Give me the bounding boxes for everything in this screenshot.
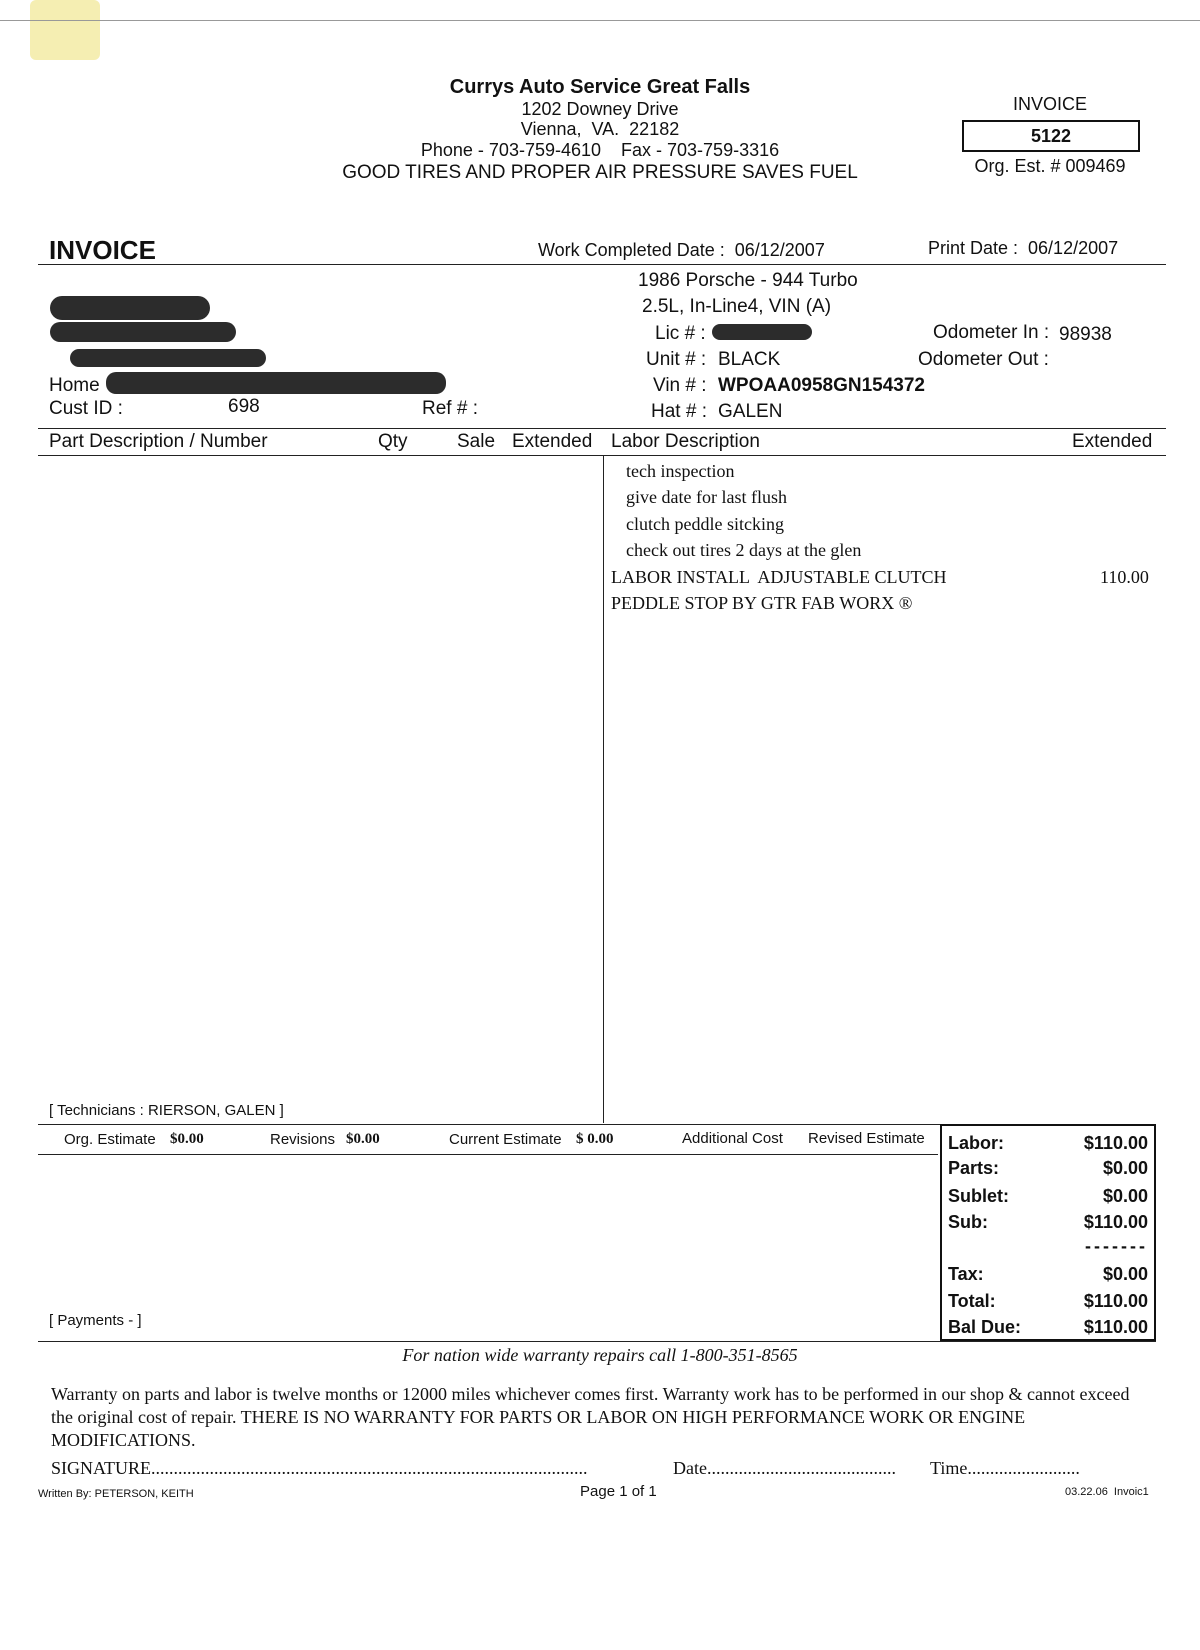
- column-header-bottom-rule: [38, 455, 1166, 456]
- ref-number-label: Ref # :: [422, 398, 478, 419]
- shop-name: Currys Auto Service Great Falls: [449, 76, 751, 98]
- totals-bal-due-value: $110.00: [1083, 1317, 1148, 1337]
- totals-bal-due: [948, 1317, 1148, 1338]
- labor-note: give date for last flush: [626, 487, 787, 507]
- vehicle-model: 1986 Porsche - 944 Turbo: [638, 270, 858, 291]
- shop-phone-fax: Phone - 703-759-4610 Fax - 703-759-3316: [420, 140, 780, 160]
- signature-line: SIGNATURE.................................................................................................: [51, 1458, 588, 1478]
- shop-slogan: GOOD TIRES AND PROPER AIR PRESSURE SAVES FUEL: [342, 162, 858, 183]
- invoice-number: 5122: [1030, 126, 1072, 146]
- col-sale: Sale: [457, 431, 496, 452]
- labor-note: tech inspection: [626, 461, 735, 481]
- current-estimate-value: $ 0.00: [576, 1131, 614, 1147]
- page-title: INVOICE: [49, 235, 156, 265]
- col-extended: Extended: [512, 431, 593, 452]
- org-est-number: Org. Est. # 009469: [974, 156, 1126, 176]
- labor-note: clutch peddle sitcking: [626, 514, 784, 534]
- totals-parts-value: $0.00: [1102, 1158, 1148, 1178]
- totals-sublet-label: Sublet:: [948, 1186, 1009, 1206]
- totals-tax: [948, 1264, 1148, 1285]
- redacted-customer-city: [70, 349, 266, 367]
- col-qty: Qty: [378, 431, 408, 452]
- labor-note: check out tires 2 days at the glen: [626, 540, 862, 560]
- shop-address-line2: Vienna, VA. 22182: [520, 119, 680, 139]
- odometer-in-value: 98938: [1059, 324, 1112, 345]
- totals-bal-due-label: Bal Due:: [948, 1317, 1022, 1337]
- labor-line-description-1: LABOR INSTALL ADJUSTABLE CLUTCH: [611, 567, 947, 587]
- vin-label: Vin # :: [653, 375, 707, 396]
- date-line: Date..........................................: [673, 1458, 896, 1478]
- home-phone-label: Home: [49, 375, 100, 396]
- org-estimate-value: $0.00: [170, 1131, 204, 1147]
- invoice-number-box: [962, 120, 1140, 152]
- totals-labor-label: Labor:: [948, 1133, 1004, 1153]
- estimates-bottom-rule: [38, 1154, 938, 1155]
- payments: [ Payments - ]: [49, 1312, 142, 1329]
- labor-line-description-2: PEDDLE STOP BY GTR FAB WORX ®: [611, 593, 913, 613]
- shop-address-line1: 1202 Downey Drive: [521, 99, 679, 119]
- labor-line-amount: 110.00: [1100, 567, 1149, 587]
- payments-bottom-rule: [38, 1341, 1156, 1342]
- scan-top-edge: [0, 20, 1200, 21]
- redacted-customer-phones: [106, 372, 446, 394]
- header-rule: [38, 264, 1166, 265]
- parts-labor-divider: [603, 455, 604, 1123]
- unit-value: BLACK: [718, 349, 781, 370]
- totals-sub-label: Sub:: [948, 1212, 988, 1232]
- hat-label: Hat # :: [651, 401, 707, 422]
- technicians: [ Technicians : RIERSON, GALEN ]: [49, 1102, 284, 1119]
- totals-sublet: [948, 1186, 1148, 1207]
- col-labor-description: Labor Description: [611, 431, 760, 452]
- totals-tax-value: $0.00: [1102, 1264, 1148, 1284]
- redacted-license-plate: [712, 324, 812, 340]
- totals-total-label: Total:: [948, 1291, 996, 1311]
- work-completed-date: Work Completed Date : 06/12/2007: [538, 240, 825, 260]
- totals-parts-label: Parts:: [948, 1158, 1000, 1178]
- lic-label: Lic # :: [655, 323, 706, 344]
- odometer-in-label: Odometer In :: [933, 322, 1050, 343]
- unit-label: Unit # :: [646, 349, 707, 370]
- revisions-label: Revisions: [270, 1131, 336, 1148]
- cust-id-value: 698: [228, 396, 260, 417]
- org-estimate-label: Org. Estimate: [64, 1131, 156, 1148]
- revised-estimate-label: Revised Estimate: [808, 1130, 925, 1147]
- redacted-customer-name: [50, 296, 210, 320]
- form-code: 03.22.06 Invoic1: [1065, 1486, 1149, 1498]
- col-part-description: Part Description / Number: [49, 431, 268, 452]
- page-number: Page 1 of 1: [580, 1483, 657, 1500]
- totals-sub: [948, 1212, 1148, 1233]
- hat-value: GALEN: [718, 401, 783, 422]
- totals-dashes: -------: [1085, 1236, 1148, 1256]
- totals-sub-value: $110.00: [1083, 1212, 1148, 1232]
- print-date: Print Date : 06/12/2007: [928, 238, 1119, 258]
- col-labor-extended: Extended: [1072, 431, 1153, 452]
- revisions-value: $0.00: [346, 1131, 380, 1147]
- totals-total: [948, 1291, 1148, 1312]
- sticky-note-scrap: [30, 0, 100, 60]
- cust-id-label: Cust ID :: [49, 398, 123, 419]
- time-line: Time.........................: [930, 1458, 1080, 1478]
- odometer-out-label: Odometer Out :: [918, 349, 1049, 370]
- vin-value: WPOAA0958GN154372: [718, 375, 925, 396]
- warranty-text: Warranty on parts and labor is twelve months or 12000 miles whichever comes first. Warranty work has to be performed in our shop & cannot exceed the original cost of repair. THERE IS NO WARRANTY FOR PARTS OR LABOR ON HIGH PERFORMANCE WORK OR ENGINE MODIFICATIONS.: [51, 1384, 1130, 1450]
- column-header-top-rule: [38, 428, 1166, 429]
- totals-tax-label: Tax:: [948, 1264, 984, 1284]
- additional-cost-label: Additional Cost: [682, 1130, 783, 1147]
- totals-labor: [948, 1133, 1148, 1154]
- totals-parts: [948, 1158, 1148, 1179]
- warranty-call: For nation wide warranty repairs call 1-800-351-8565: [402, 1345, 798, 1365]
- redacted-customer-street: [50, 322, 236, 342]
- written-by: Written By: PETERSON, KEITH: [38, 1488, 194, 1500]
- totals-total-value: $110.00: [1083, 1291, 1148, 1311]
- invoice-box-label: INVOICE: [1012, 94, 1087, 114]
- totals-sublet-value: $0.00: [1102, 1186, 1148, 1206]
- current-estimate-label: Current Estimate: [449, 1131, 562, 1148]
- totals-labor-value: $110.00: [1083, 1133, 1148, 1153]
- vehicle-engine: 2.5L, In-Line4, VIN (A): [642, 296, 832, 317]
